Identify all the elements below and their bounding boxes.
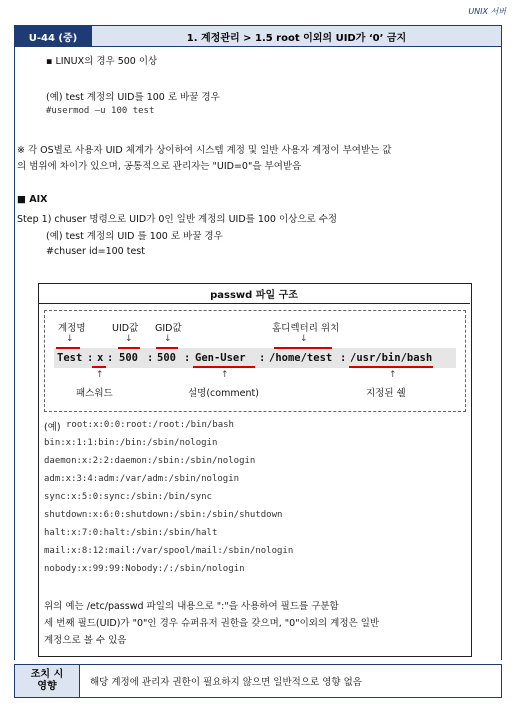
field-separator: :: [340, 352, 347, 364]
effect-label: [15, 665, 80, 697]
aix-heading: ■ AIX: [17, 194, 48, 205]
title-bar: [14, 25, 502, 47]
field-separator: :: [107, 352, 114, 364]
aix-command: #chuser id=100 test: [46, 246, 145, 257]
passwd-example-line: shutdown:x:6:0:shutdown:/sbin:/sbin/shutdown: [44, 510, 283, 520]
example-prefix: (예): [44, 422, 61, 433]
effect-label-line-2: 영향: [37, 681, 57, 692]
action-effect-row: [14, 664, 502, 698]
section-label: UNIX 서버: [468, 7, 506, 16]
field-gid: 500: [157, 352, 176, 364]
aix-step: Step 1) chuser 명령으로 UID가 0인 일반 계정의 UID를 100 이상으로 수정: [17, 214, 338, 225]
arrow-down-icon: ↓: [300, 334, 308, 344]
underline-password: [92, 366, 106, 368]
arrow-up-icon: ↑: [96, 370, 104, 380]
field-password: x: [97, 352, 104, 364]
label-home: 홈디렉터리 위치: [272, 323, 340, 334]
passwd-example-line: halt:x:7:0:halt:/sbin:/sbin/halt: [44, 528, 218, 538]
arrow-down-icon: ↓: [164, 334, 172, 344]
note-line-2: 의 범위에 차이가 있으며, 공통적으로 관리자는 "UID=0"을 부여받음: [17, 161, 302, 172]
arrow-up-icon: ↑: [221, 370, 229, 380]
field-separator: :: [259, 352, 266, 364]
field-uid: 500: [119, 352, 138, 364]
item-title: 1. 계정관리 > 1.5 root 이외의 UID가 ‘0’ 금지: [91, 26, 501, 46]
aix-example: (예) test 계정의 UID 를 100 로 바꿀 경우: [46, 231, 223, 242]
underline-comment: [193, 366, 255, 368]
field-separator: :: [147, 352, 154, 364]
field-separator: :: [184, 352, 191, 364]
effect-text: 해당 계정에 관리자 권한이 필요하지 않으면 일반적으로 영향 없음: [90, 677, 362, 688]
passwd-example-line: adm:x:3:4:adm:/var/adm:/sbin/nologin: [44, 474, 240, 484]
passwd-example-line: nobody:x:99:99:Nobody:/:/sbin/nologin: [44, 564, 245, 574]
passwd-example-line: mail:x:8:12:mail:/var/spool/mail:/sbin/nologin: [44, 546, 294, 556]
label-comment: 설명(comment): [188, 388, 259, 399]
linux-example: (예) test 계정의 UID를 100 로 바꿀 경우: [46, 92, 220, 103]
field-shell: /usr/bin/bash: [350, 352, 433, 364]
underline-uid: [118, 347, 140, 349]
field-separator: :: [87, 352, 94, 364]
field-home: /home/test: [269, 352, 333, 364]
underline-shell: [349, 366, 433, 368]
explanation-line-3: 계정으로 볼 수 있음: [44, 635, 127, 646]
passwd-example-line: root:x:0:0:root:/root:/bin/bash: [66, 420, 234, 430]
explanation-line-2: 세 번째 필드(UID)가 "0"인 경우 슈퍼유저 권한을 갖으며, "0"이외의 계정은 일반: [44, 618, 380, 629]
item-id: U-44 (중): [15, 26, 91, 46]
passwd-box-title: passwd 파일 구조: [38, 283, 470, 304]
arrow-down-icon: ↓: [125, 334, 133, 344]
linux-command: #usermod –u 100 test: [46, 106, 155, 116]
arrow-up-icon: ↑: [389, 370, 397, 380]
underline-account: [56, 347, 80, 349]
label-shell: 지정된 쉘: [366, 388, 406, 399]
passwd-example-line: sync:x:5:0:sync:/sbin:/bin/sync: [44, 492, 212, 502]
linux-bullet: ▪ LINUX의 경우 500 이상: [46, 56, 158, 67]
explanation-line-1: 위의 예는 /etc/passwd 파일의 내용으로 ":"을 사용하여 필드를 구분함: [44, 601, 339, 612]
underline-home: [274, 347, 332, 349]
arrow-down-icon: ↓: [66, 334, 74, 344]
passwd-example-line: daemon:x:2:2:daemon:/sbin:/sbin/nologin: [44, 456, 256, 466]
underline-gid: [156, 347, 178, 349]
label-uid: UID값: [112, 323, 139, 334]
passwd-example-line: bin:x:1:1:bin:/bin:/sbin/nologin: [44, 438, 218, 448]
label-account: 계정명: [58, 323, 86, 334]
label-gid: GID값: [155, 323, 182, 334]
note-line-1: ※ 각 OS별로 사용자 UID 체계가 상이하여 시스템 계정 및 일반 사용자 계정이 부여받는 값: [17, 145, 392, 156]
label-password: 패스워드: [76, 388, 113, 399]
field-account: Test: [57, 352, 83, 364]
effect-label-line-1: 조치 시: [30, 669, 64, 680]
field-comment: Gen-User: [195, 352, 246, 364]
